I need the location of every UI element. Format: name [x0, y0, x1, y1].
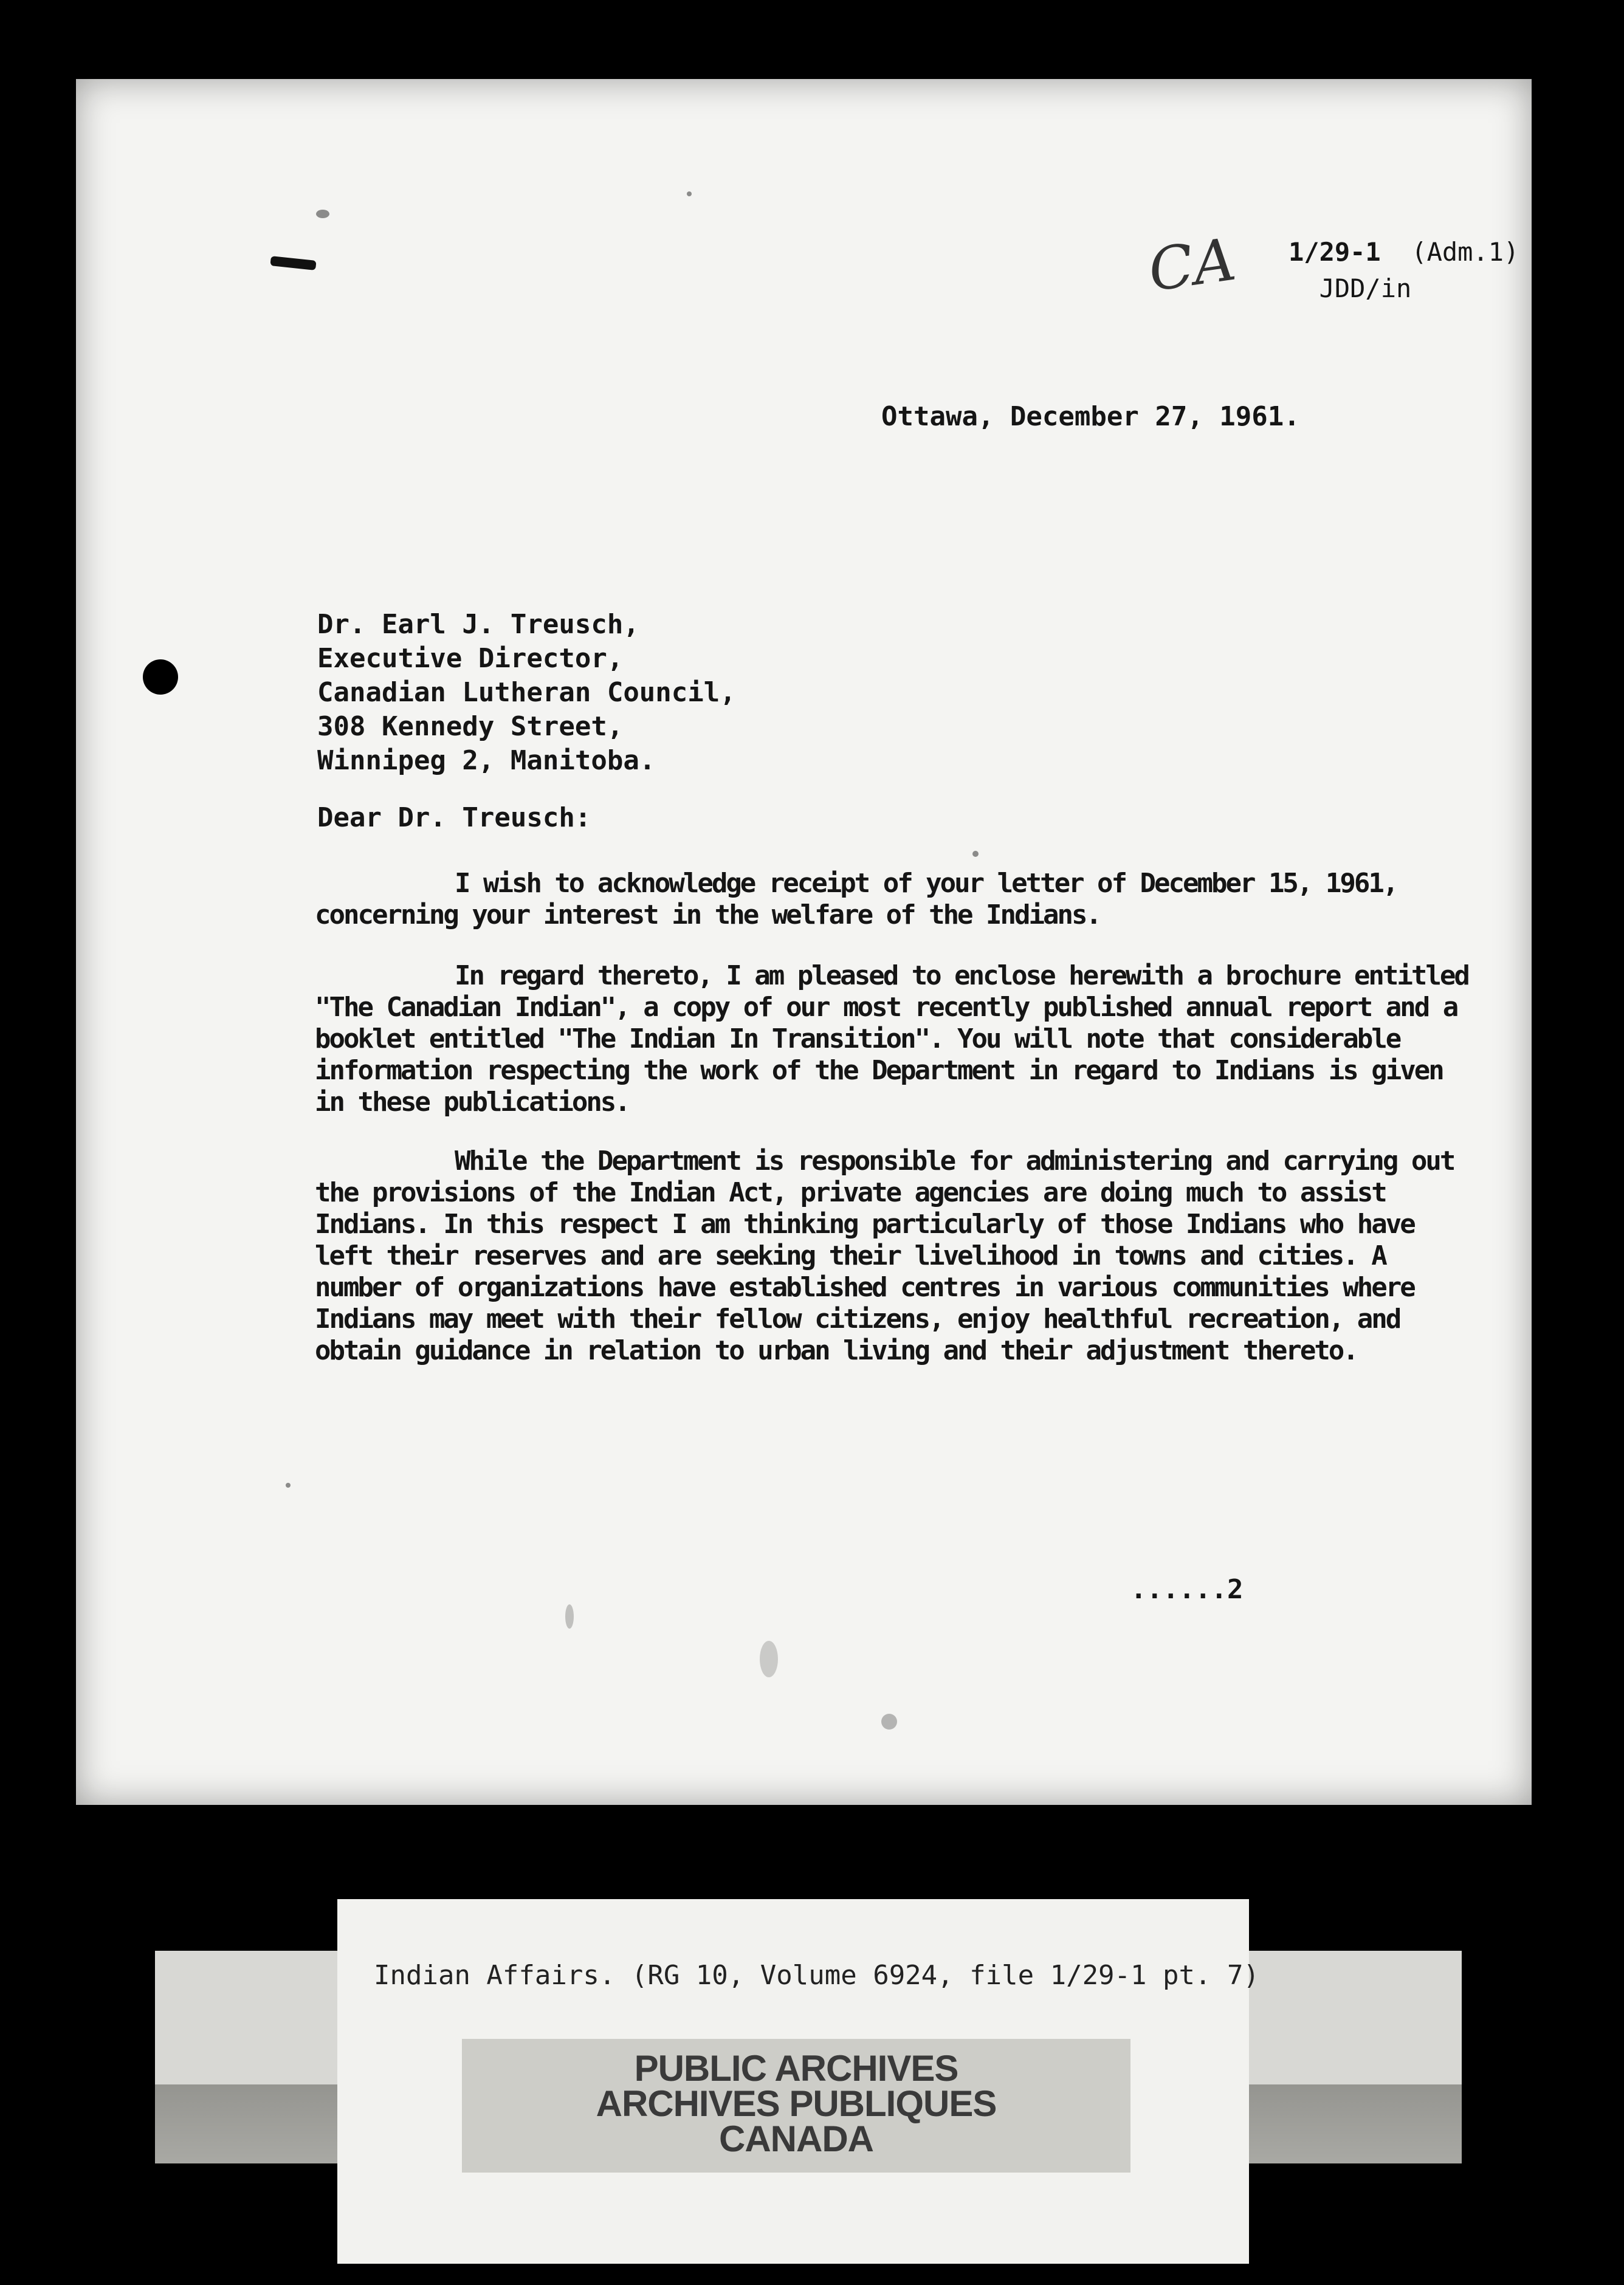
body-paragraph: In regard thereto, I am pleased to enclose herewith a brochure entitled "The Canadian Indian", a copy of our most recently published annual report and a booklet entitled "The Indian In Transition". You will note that considerable information respecting the work of the Department in regard to Indians is given in these publications. — [315, 960, 1468, 1118]
recipient-line: Canadian Lutheran Council, — [317, 677, 736, 708]
body-paragraph: While the Department is responsible for administering and carrying out the provisions of the Indian Act, private agencies are doing much to assist Indians. In this respect I am thinking particularly of those Indians who have left their reserves and are seeking their livelihood in towns and cities. A number of organizations have established centres in various communities where Indians may meet with their fellow citizens, enjoy healthful recreation, and obtain guidance in relation to urban living and their adjustment thereto. — [315, 1146, 1454, 1366]
recipient-address — [317, 608, 736, 778]
body-paragraph: I wish to acknowledge receipt of your letter of December 15, 1961, concerning your interest in the welfare of the Indians. — [315, 868, 1397, 930]
scan-speck — [972, 851, 979, 857]
scan-speck — [316, 210, 329, 218]
continuation-marker: ......2 — [1130, 1574, 1244, 1605]
salutation: Dear Dr. Treusch: — [317, 802, 591, 833]
archive-source-line: Indian Affairs. (RG 10, Volume 6924, file 1/29-1 pt. 7) — [374, 1960, 1259, 1991]
letter-sheet — [76, 79, 1532, 1805]
scan-speck — [687, 191, 692, 196]
file-ref-number: 1/29-1 — [1289, 237, 1381, 267]
punch-hole — [143, 659, 178, 695]
scan-speck — [881, 1714, 897, 1730]
typist-initials: JDD/in — [1319, 273, 1412, 303]
file-reference — [1289, 234, 1519, 307]
recipient-line: Winnipeg 2, Manitoba. — [317, 745, 656, 776]
recipient-line: Dr. Earl J. Treusch, — [317, 609, 639, 640]
archive-stamp — [504, 2048, 1088, 2159]
stamp-line: ARCHIVES PUBLIQUES — [596, 2083, 997, 2124]
stamp-line: CANADA — [719, 2118, 873, 2159]
handwritten-initials: CA — [1144, 225, 1240, 305]
file-ref-suffix: (Adm.1) — [1411, 237, 1519, 267]
scan-speck — [565, 1604, 574, 1629]
recipient-line: Executive Director, — [317, 643, 624, 674]
scan-speck — [760, 1641, 778, 1677]
scan-speck — [286, 1483, 291, 1488]
recipient-line: 308 Kennedy Street, — [317, 711, 624, 742]
stamp-line: PUBLIC ARCHIVES — [634, 2048, 958, 2089]
date-line: Ottawa, December 27, 1961. — [881, 401, 1300, 432]
